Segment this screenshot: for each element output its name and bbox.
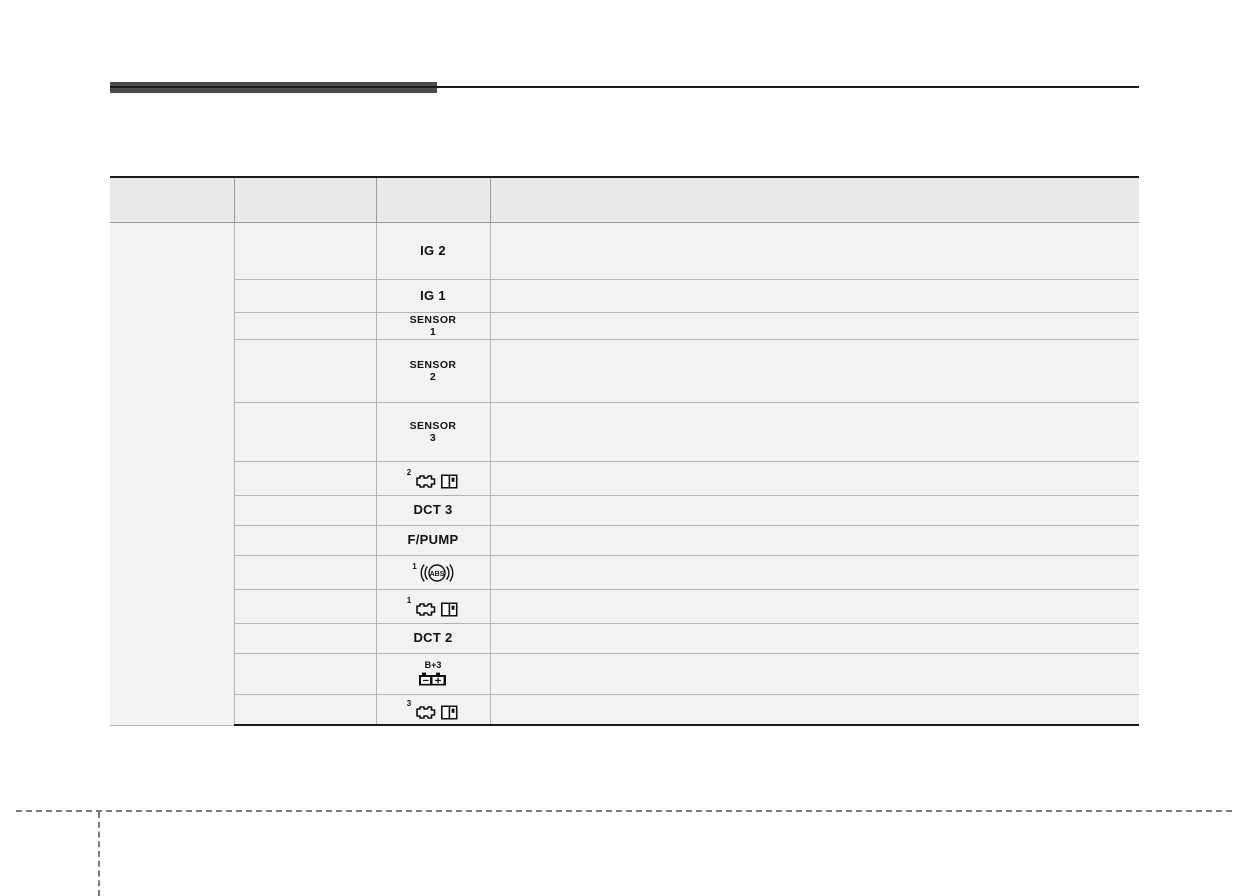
fuse-name-cell <box>234 654 376 695</box>
fuse-name-cell <box>234 496 376 526</box>
circuit-cell <box>490 340 1139 403</box>
table-row <box>110 340 1139 403</box>
symbol-icon-group <box>377 468 490 490</box>
footer-dashed-rule <box>16 810 1232 812</box>
fuse-name-cell <box>234 462 376 496</box>
table-row <box>110 496 1139 526</box>
fuse-name-cell <box>234 624 376 654</box>
svg-text:ABS: ABS <box>429 570 445 578</box>
symbol-icon-group <box>377 562 490 584</box>
table-row <box>110 462 1139 496</box>
symbol-sub: 1 <box>429 326 437 338</box>
symbol-cell <box>376 462 490 496</box>
engine-icon <box>414 703 438 721</box>
table-row <box>110 526 1139 556</box>
engine-icon <box>414 472 438 490</box>
symbol-icon-group <box>377 596 490 618</box>
symbol-cell <box>376 695 490 726</box>
table-row <box>110 654 1139 695</box>
fuse-name-cell <box>234 223 376 280</box>
symbol-cell <box>376 590 490 624</box>
symbol-cell <box>376 340 490 403</box>
symbol-cell <box>376 496 490 526</box>
table-body <box>110 223 1139 726</box>
symbol-icon-group <box>377 699 490 721</box>
symbol-text: IG 2 <box>420 242 446 258</box>
symbol-sub: 2 <box>429 371 437 383</box>
symbol-cell <box>376 403 490 462</box>
engine-icon <box>414 600 438 618</box>
circuit-cell <box>490 462 1139 496</box>
table-row <box>110 223 1139 280</box>
manual-book-icon <box>440 704 459 721</box>
circuit-cell <box>490 695 1139 726</box>
symbol-label: B+3 <box>424 660 442 671</box>
table-row <box>110 556 1139 590</box>
circuit-cell <box>490 590 1139 624</box>
table-row <box>110 695 1139 726</box>
table-row <box>110 403 1139 462</box>
fuse-name-cell <box>234 280 376 313</box>
symbol-text <box>377 314 490 338</box>
symbol-main: SENSOR <box>409 358 457 371</box>
abs-brake-icon <box>420 562 454 584</box>
symbol-cell <box>376 223 490 280</box>
fuse-name-cell <box>234 403 376 462</box>
manual-book-icon <box>440 601 459 618</box>
column-header-symbol <box>376 177 490 223</box>
symbol-text: IG 1 <box>420 287 446 303</box>
circuit-cell <box>490 526 1139 556</box>
column-header-fuse-name <box>234 177 376 223</box>
fuse-name-cell <box>234 340 376 403</box>
manual-book-icon <box>440 473 459 490</box>
header-rule <box>110 86 1139 88</box>
symbol-icon-group <box>377 661 490 687</box>
fuse-name-cell <box>234 590 376 624</box>
circuit-cell <box>490 313 1139 340</box>
fuse-table <box>110 176 1139 726</box>
circuit-cell <box>490 624 1139 654</box>
symbol-text <box>377 420 490 444</box>
footnote-marker: 1 <box>406 595 412 605</box>
symbol-main: SENSOR <box>409 313 457 326</box>
footer-dashed-vertical-rule <box>98 812 100 896</box>
circuit-cell <box>490 556 1139 590</box>
symbol-text: F/PUMP <box>407 532 459 548</box>
symbol-main: SENSOR <box>409 419 457 432</box>
panel-group-cell <box>110 223 234 726</box>
table-head <box>110 177 1139 223</box>
symbol-cell <box>376 624 490 654</box>
circuit-cell <box>490 654 1139 695</box>
fuse-name-cell <box>234 695 376 726</box>
symbol-cell <box>376 556 490 590</box>
table-header-row <box>110 177 1139 223</box>
circuit-cell <box>490 403 1139 462</box>
circuit-cell <box>490 280 1139 313</box>
table-row <box>110 624 1139 654</box>
battery-icon <box>418 671 448 687</box>
fuse-name-cell <box>234 556 376 590</box>
fuse-name-cell <box>234 313 376 340</box>
circuit-cell <box>490 223 1139 280</box>
symbol-text <box>377 359 490 383</box>
column-header-panel <box>110 177 234 223</box>
symbol-cell <box>376 280 490 313</box>
symbol-cell <box>376 313 490 340</box>
circuit-cell <box>490 496 1139 526</box>
fuse-table-wrapper <box>110 176 1139 726</box>
footnote-marker: 1 <box>412 561 417 571</box>
symbol-text: DCT 2 <box>413 630 453 646</box>
footnote-marker: 2 <box>406 467 412 477</box>
symbol-sub: 3 <box>429 432 437 444</box>
table-row <box>110 313 1139 340</box>
symbol-text: DCT 3 <box>413 502 453 518</box>
table-row <box>110 280 1139 313</box>
symbol-cell <box>376 526 490 556</box>
symbol-cell <box>376 654 490 695</box>
column-header-circuit <box>490 177 1139 223</box>
fuse-name-cell <box>234 526 376 556</box>
table-row <box>110 590 1139 624</box>
footnote-marker: 3 <box>406 698 412 708</box>
